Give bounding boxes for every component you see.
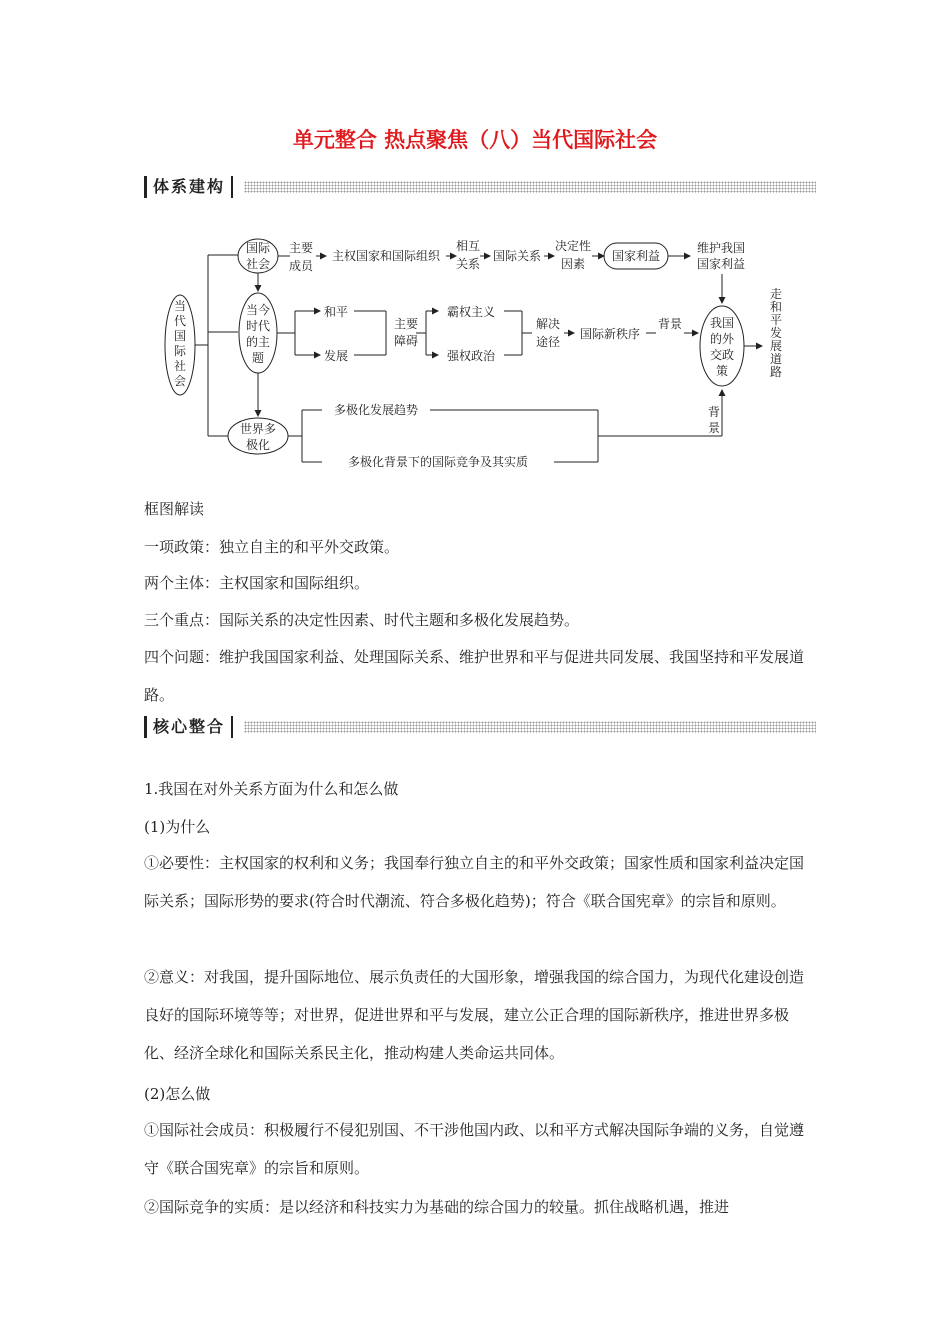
- policy-1: 我国: [709, 316, 735, 330]
- section-header-structure: [144, 176, 816, 198]
- reading-line-4: 四个问题：维护我国国家利益、处理国际关系、维护世界和平与促进共同发展、我国坚持和平发展道路。: [144, 648, 805, 704]
- development: 发展: [323, 349, 349, 363]
- members-text: 主权国家和国际组织: [331, 249, 441, 263]
- root-label: [174, 298, 187, 388]
- theme-1: 当今: [245, 303, 271, 317]
- solution-2: 途径: [535, 335, 561, 349]
- mutual-2: 关系: [455, 257, 481, 271]
- vertical-char: 当: [173, 299, 187, 313]
- how-point-2: ②国际竞争的实质：是以经济和科技实力为基础的综合国力的较量。抓住战略机遇，推进: [144, 1198, 730, 1216]
- obstacle-1: 主要: [393, 317, 419, 331]
- theme-4: 题: [251, 351, 265, 365]
- policy-4: 策: [715, 364, 729, 378]
- dotted-rule: [244, 181, 816, 193]
- hegemonism: 霸权主义: [446, 305, 496, 319]
- peace: 和平: [323, 305, 349, 319]
- how-heading: (2)怎么做: [144, 1085, 211, 1103]
- dotted-rule: [244, 721, 816, 733]
- vertical-char: 和: [769, 300, 783, 314]
- reading-line-2: 两个主体：主权国家和国际组织。: [144, 574, 370, 592]
- theme-2: 时代: [245, 319, 271, 333]
- vertical-char: 走: [769, 287, 783, 301]
- members-label-2: 成员: [288, 259, 314, 273]
- decisive-1: 决定性: [554, 239, 592, 253]
- solution-1: 解决: [535, 317, 561, 331]
- peaceful-road-label: [770, 286, 782, 379]
- vertical-char: 平: [769, 313, 783, 327]
- reading-heading: 框图解读: [144, 500, 205, 518]
- vertical-char: 展: [769, 339, 783, 353]
- concept-diagram: [140, 228, 820, 476]
- multipolar-1: 世界多: [239, 422, 277, 436]
- policy-3: 交政: [709, 348, 735, 362]
- trend: 多极化发展趋势: [333, 403, 419, 417]
- page-title: 单元整合 热点聚焦（八）当代国际社会: [292, 128, 658, 152]
- background-2a: 背: [707, 405, 721, 419]
- multipolar-2: 极化: [245, 438, 271, 452]
- vertical-char: 国: [173, 329, 187, 343]
- reading-line-3: 三个重点：国际关系的决定性因素、时代主题和多极化发展趋势。: [144, 611, 580, 629]
- safeguard-2: 国家利益: [696, 257, 746, 271]
- background-1: 背景: [657, 317, 683, 331]
- power-politics: 强权政治: [446, 349, 496, 363]
- how-point-1: ①国际社会成员：积极履行不侵犯别国、不干涉他国内政、以和平方式解决国际争端的义务，自觉遵守《联合国宪章》的宗旨和原则。: [144, 1121, 805, 1177]
- section-label: 核心整合: [144, 716, 233, 738]
- obstacle-2: 障碍: [393, 334, 419, 348]
- safeguard-1: 维护我国: [696, 241, 746, 255]
- new-order: 国际新秩序: [579, 327, 641, 341]
- background-2b: 景: [707, 421, 721, 435]
- vertical-char: 代: [173, 314, 187, 328]
- section-label: 体系建构: [144, 176, 233, 198]
- vertical-char: 会: [173, 374, 187, 388]
- intl-relations: 国际关系: [492, 249, 542, 263]
- why-point-1: ①必要性：主权国家的权利和义务；我国奉行独立自主的和平外交政策；国家性质和国家利益决定国际关系；国际形势的要求(符合时代潮流、符合多极化趋势)；符合《联合国宪章》的宗旨和原则。: [144, 854, 805, 910]
- decisive-2: 因素: [560, 257, 586, 271]
- svg-text:当代国际社会: [174, 298, 187, 388]
- competition: 多极化背景下的国际竞争及其实质: [347, 455, 529, 469]
- question-1: 1.我国在对外关系方面为什么和怎么做: [144, 780, 399, 798]
- reading-line-1: 一项政策：独立自主的和平外交政策。: [144, 538, 400, 556]
- policy-2: 的外: [709, 332, 735, 346]
- why-heading: (1)为什么: [144, 818, 211, 836]
- mutual-1: 相互: [455, 239, 481, 253]
- vertical-char: 发: [769, 326, 783, 340]
- vertical-char: 路: [769, 365, 783, 379]
- vertical-char: 道: [769, 352, 783, 366]
- vertical-char: 社: [173, 359, 187, 373]
- intl-society-line2: 社会: [245, 257, 271, 271]
- why-point-2: ②意义：对我国，提升国际地位、展示负责任的大国形象，增强我国的综合国力，为现代化建设创造良好的国际环境等等；对世界，促进世界和平与发展，建立公正合理的国际新秩序，推进世界多极化、经济全球化和国际关系民主化，推动构建人类命运共同体。: [144, 968, 805, 1062]
- section-header-core: [144, 716, 816, 738]
- members-label-1: 主要: [288, 241, 314, 255]
- svg-text:走和平发展道路: [770, 286, 782, 379]
- theme-3: 的主: [245, 335, 271, 349]
- intl-society-line1: 国际: [245, 241, 271, 255]
- national-interest: 国家利益: [611, 249, 661, 263]
- vertical-char: 际: [173, 344, 187, 358]
